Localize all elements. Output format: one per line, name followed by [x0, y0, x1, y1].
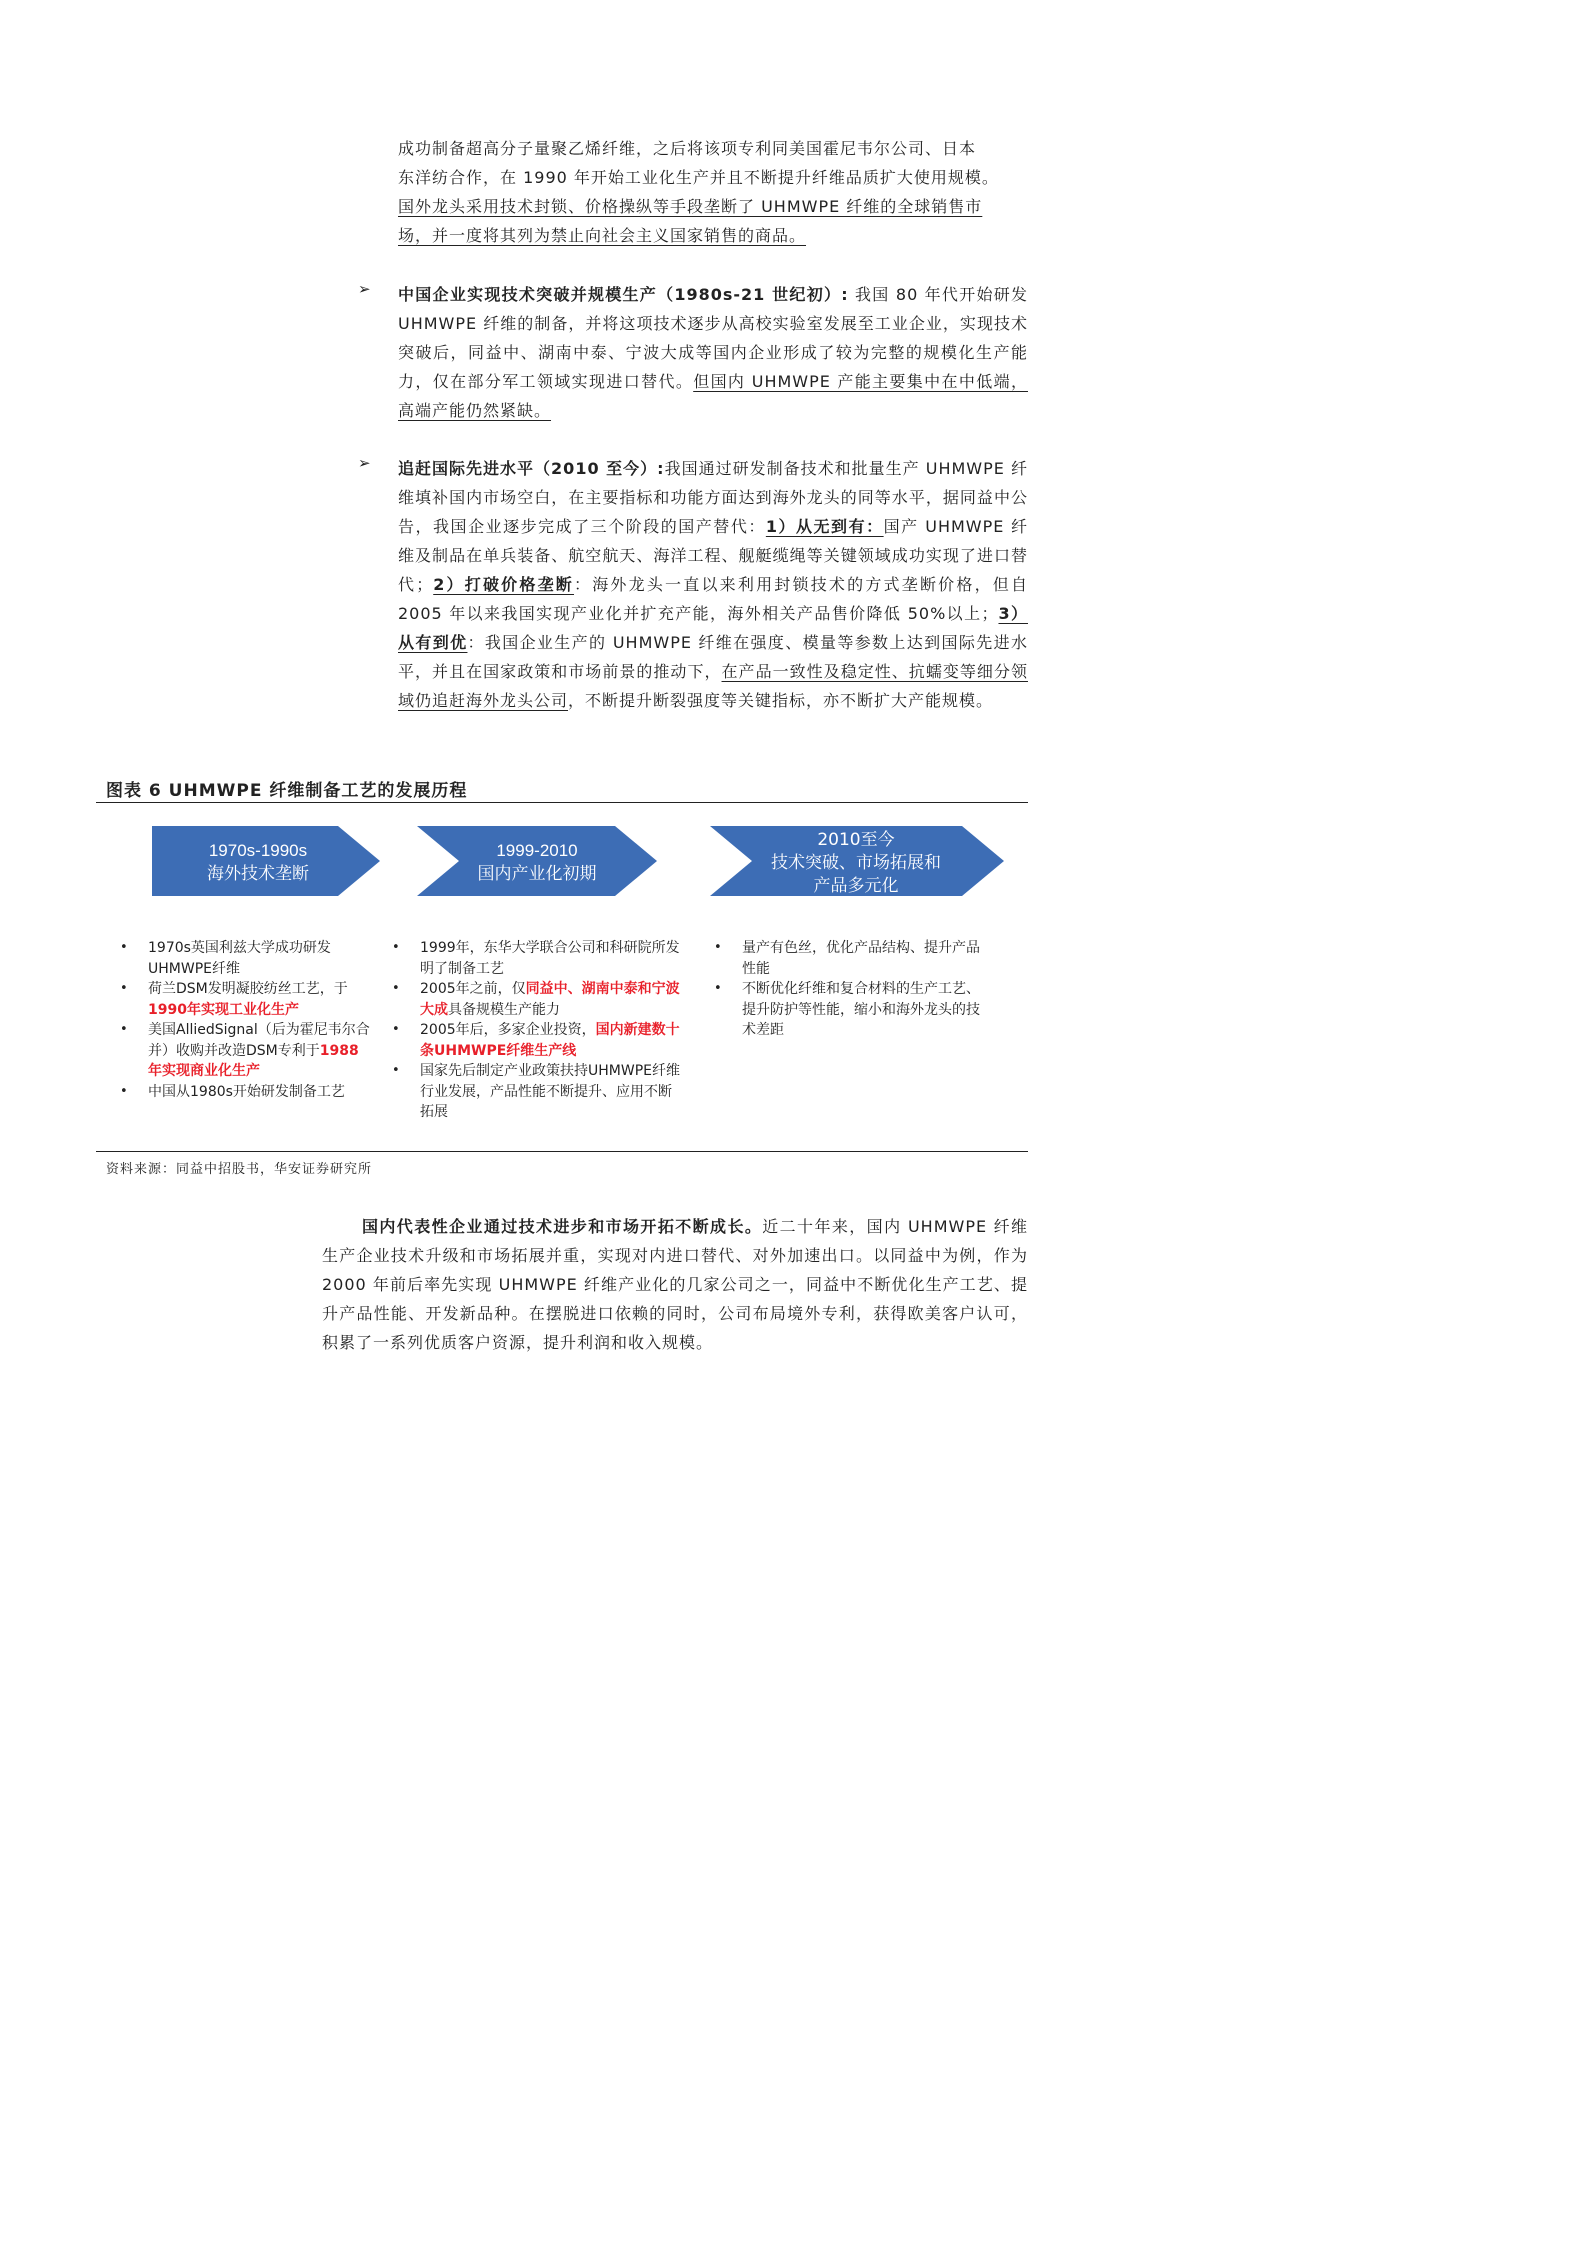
figure-source: 资料来源：同益中招股书，华安证券研究所 — [106, 1162, 373, 1177]
arrow-shape — [417, 826, 657, 896]
list-item: • 荷兰DSM发明凝胶纺丝工艺，于1990年实现工业化生产 — [148, 979, 370, 1020]
intro-line-1: 成功制备超高分子量聚乙烯纤维，之后将该项专利同美国霍尼韦尔公司、日本 — [398, 139, 977, 158]
stage-3-label: 3）从有到优 — [398, 604, 1028, 652]
bullet2-text3: ：海外龙头一直以来利用封锁技术的方式垄断价格，但自 2005 年以来我国实现产业化并扩充产能，海外相关产品售价降低 50%以上； — [398, 575, 1028, 623]
column-overseas — [148, 938, 370, 1102]
column-current — [742, 938, 986, 1041]
column-domestic-early — [420, 938, 682, 1123]
list-item: • 美国AlliedSignal（后为霍尼韦尔合并）收购并改造DSM专利于1988年实现商业化生产 — [148, 1020, 370, 1082]
closing-paragraph — [322, 1212, 1028, 1357]
arrow-bullet-icon: ➢ — [358, 280, 371, 298]
bullet2-text1: 我国通过研发制备技术和批量生产 UHMWPE 纤维填补国内市场空白，在主要指标和功能方面达到海外龙头的同等水平，据同益中公告，我国企业逐步完成了三个阶段的国产替代： — [398, 459, 1028, 536]
timeline-arrow-1 — [152, 826, 380, 896]
list-item: • 2005年之前，仅同益中、湖南中泰和宁波大成具备规模生产能力 — [420, 979, 682, 1020]
arrow-2-line1: 1999-2010 — [496, 841, 578, 860]
timeline-arrows — [0, 0, 1108, 940]
timeline-arrow-3 — [710, 826, 1004, 896]
arrow-bullet-icon: ➢ — [358, 454, 371, 472]
list-item: • 量产有色丝，优化产品结构、提升产品性能 — [742, 938, 986, 979]
stage-2-label: 2）打破价格垄断 — [433, 575, 575, 594]
closing-bold-lead: 国内代表性企业通过技术进步和市场开拓不断成长。 — [362, 1217, 763, 1236]
intro-underlined-2: 场，并一度将其列为禁止向社会主义国家销售的商品。 — [398, 226, 807, 245]
list-item: • 国家先后制定产业政策扶持UHMWPE纤维行业发展，产品性能不断提升、应用不断拓展 — [420, 1061, 682, 1123]
arrow-3-line1: 2010至今 — [817, 830, 895, 850]
stage-1-label: 1）从无到有： — [765, 517, 884, 536]
intro-underlined-1: 国外龙头采用技术封锁、价格操纵等手段垄断了 UHMWPE 纤维的全球销售市 — [398, 197, 983, 216]
arrow-1-line2: 海外技术垄断 — [207, 864, 309, 884]
bullet2-heading: 追赶国际先进水平（2010 至今）: — [398, 459, 665, 478]
list-item: • 中国从1980s开始研发制备工艺 — [148, 1082, 370, 1103]
bullet2-text4: ：我国企业生产的 UHMWPE 纤维在强度、模量等参数上达到国际先进水平，并且在国家政策和市场前景的推动下， — [398, 633, 1028, 681]
bullet1-underlined: 但国内 UHMWPE 产能主要集中在中低端，高端产能仍然紧缺。 — [398, 372, 1028, 420]
list-item: • 1999年，东华大学联合公司和科研院所发明了制备工艺 — [420, 938, 682, 979]
bullet2-text2: 国产 UHMWPE 纤维及制品在单兵装备、航空航天、海洋工程、舰艇缆绳等关键领域成功实现了进口替代； — [398, 517, 1028, 594]
timeline-arrow-2 — [417, 826, 657, 896]
list-item: • 1970s英国利兹大学成功研发UHMWPE纤维 — [148, 938, 370, 979]
arrow-3-line2: 技术突破、市场拓展和 — [771, 853, 941, 873]
closing-text: 近二十年来，国内 UHMWPE 纤维生产企业技术升级和市场拓展并重，实现对内进口替代、对外加速出口。以同益中为例，作为 2000 年前后率先实现 UHMWPE 纤维产业化的几家公司之一，同益中不断优化生产工艺、提升产品性能、开发新品种。在摆脱进口依赖的同时，公司布局境外专利，获得欧美客户认可，积累了一系列优质客户资源，提升利润和收入规模。 — [322, 1217, 1028, 1352]
list-item: • 2005年后，多家企业投资，国内新建数十条UHMWPE纤维生产线 — [420, 1020, 682, 1061]
bullet2-underlined: 在产品一致性及稳定性、抗蠕变等细分领域仍追赶海外龙头公司 — [398, 662, 1028, 710]
arrow-shape — [152, 826, 380, 896]
arrow-2-line2: 国内产业化初期 — [477, 864, 597, 884]
intro-line-2: 东洋纺合作，在 1990 年开始工业化生产并且不断提升纤维品质扩大使用规模。 — [398, 168, 999, 187]
bullet2-text5: ，不断提升断裂强度等关键指标，亦不断扩大产能规模。 — [568, 691, 994, 710]
figure-title: 图表 6 UHMWPE 纤维制备工艺的发展历程 — [106, 781, 468, 801]
arrow-3-line3: 产品多元化 — [813, 876, 899, 896]
list-item: • 不断优化纤维和复合材料的生产工艺、提升防护等性能，缩小和海外龙头的技术差距 — [742, 979, 986, 1041]
bullet1-heading: 中国企业实现技术突破并规模生产（1980s-21 世纪初）: — [398, 285, 849, 304]
figure-bottom-rule — [96, 1151, 1028, 1152]
arrow-1-line1: 1970s-1990s — [208, 841, 308, 860]
bullet1-text: 我国 80 年代开始研发 UHMWPE 纤维的制备，并将这项技术逐步从高校实验室发展至工业企业，实现技术突破后，同益中、湖南中泰、宁波大成等国内企业形成了较为完整的规模化生产能力，仅在部分军工领域实现进口替代。 — [398, 285, 1028, 391]
